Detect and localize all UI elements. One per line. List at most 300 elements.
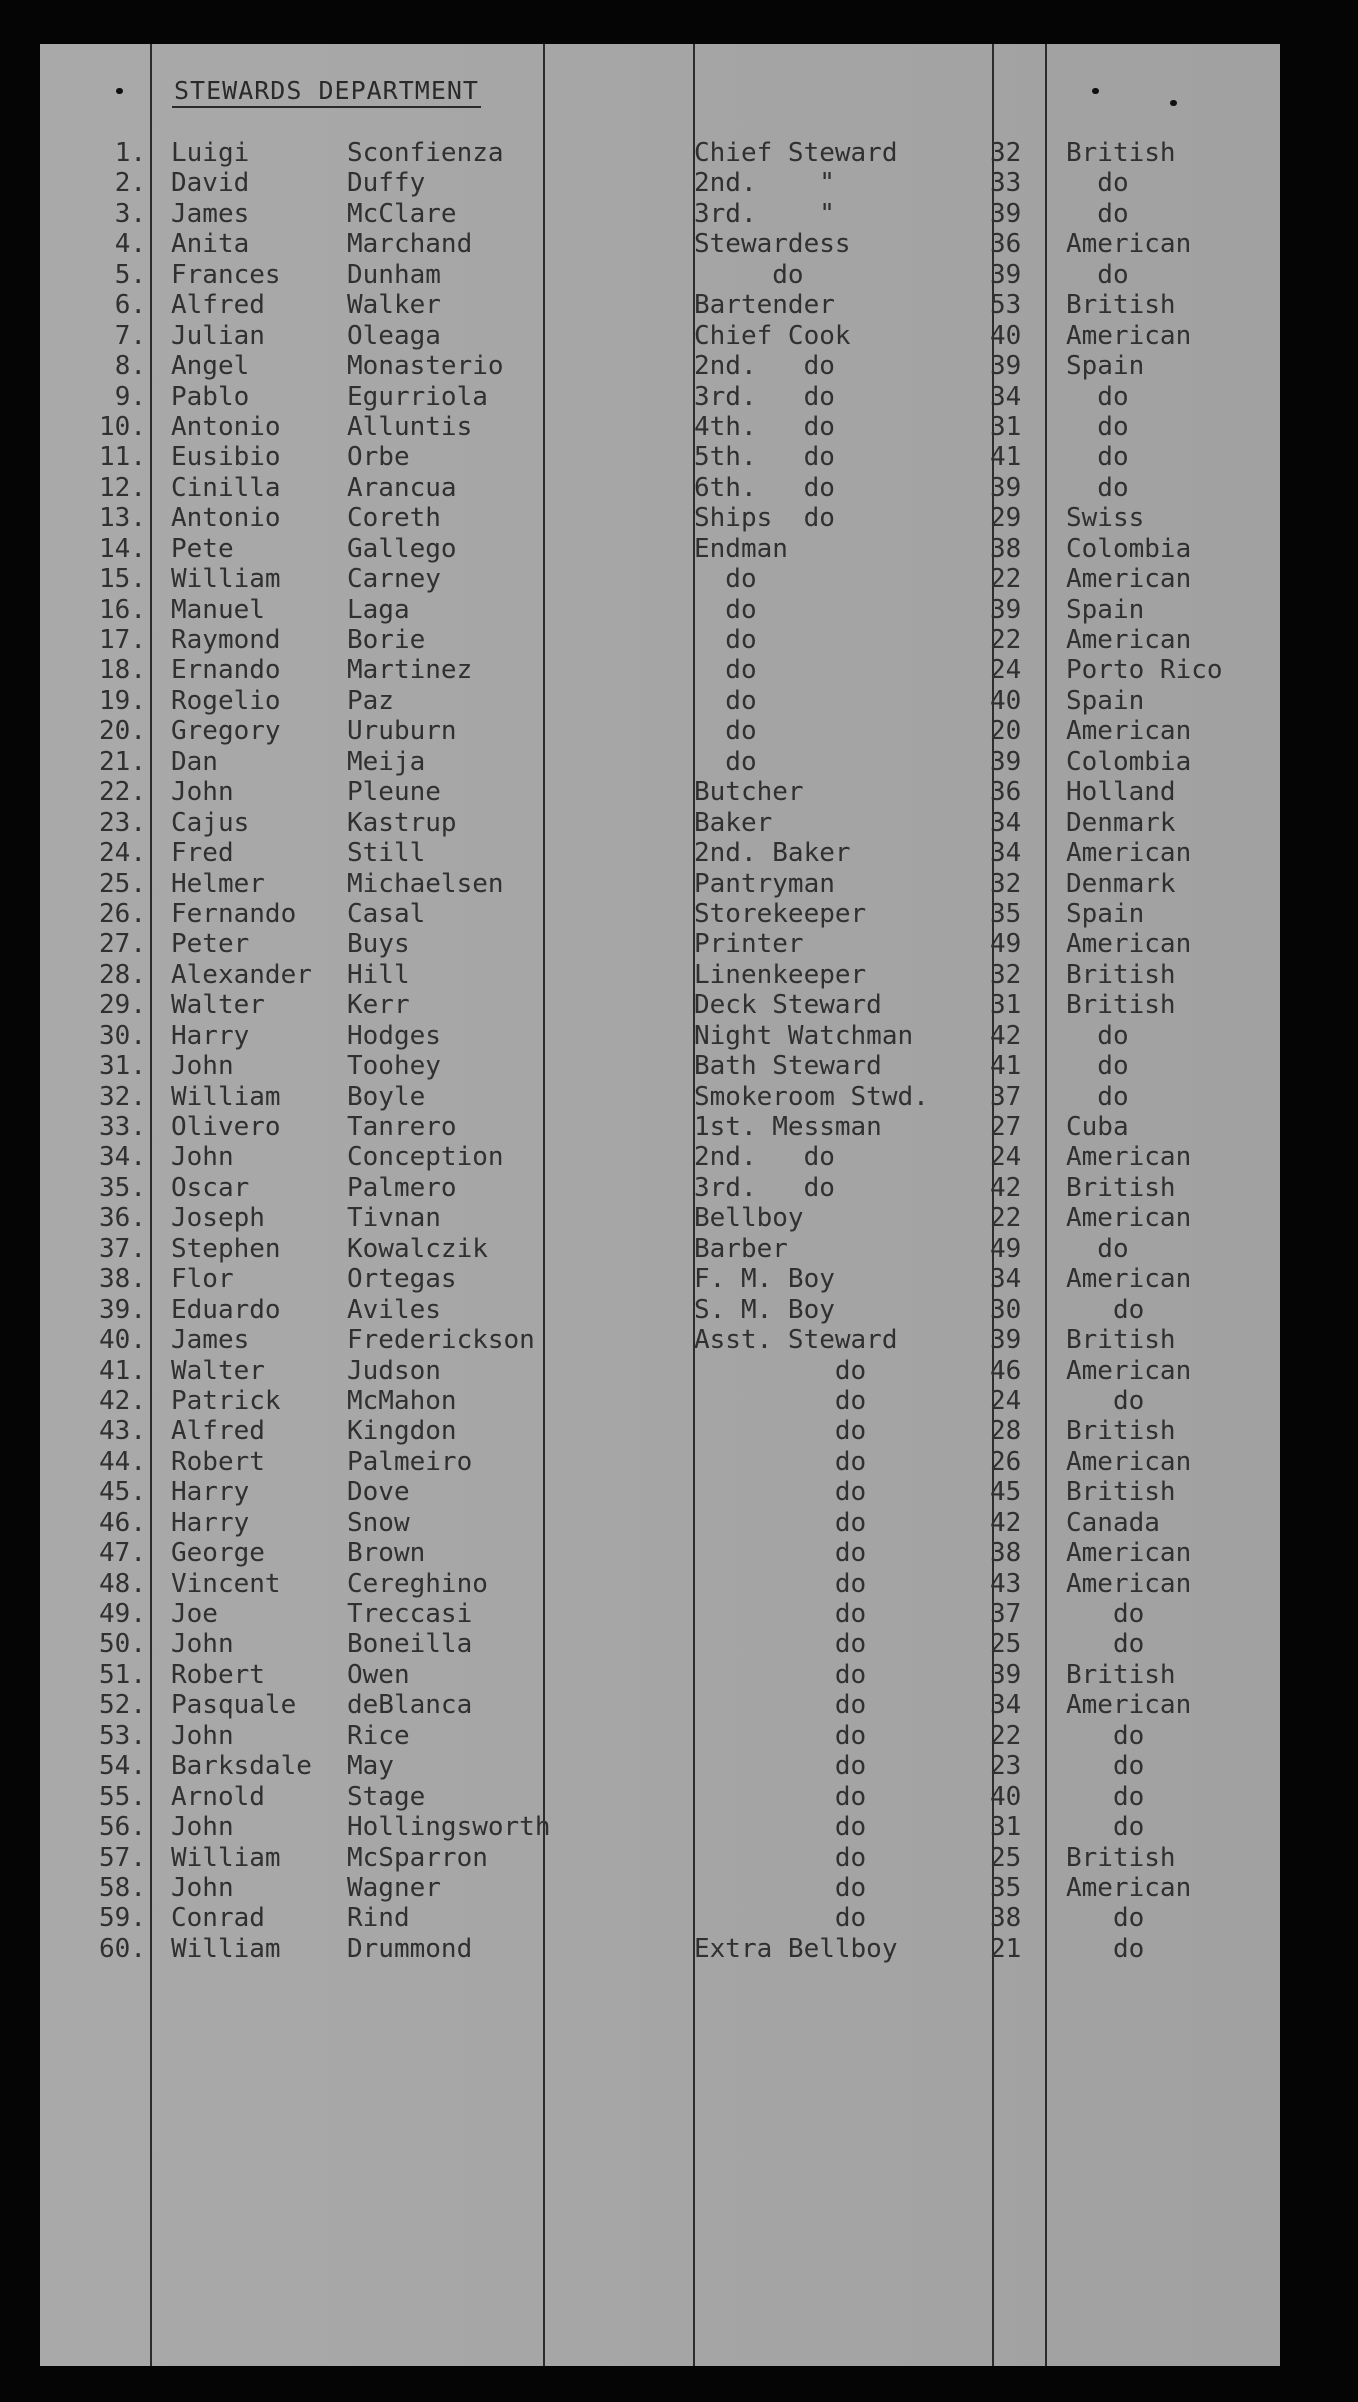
row-number: 51. [99,1659,146,1690]
last-name: Aviles [347,1294,441,1325]
first-name: Fred [171,838,234,869]
ink-mark [1092,88,1099,94]
nationality: Porto Rico [1066,655,1223,686]
first-name: Antonio [171,411,281,442]
nationality: American [1066,229,1192,260]
row-number: 34. [99,1142,146,1173]
last-name: Kingdon [347,1416,457,1447]
nationality: American [1066,1355,1192,1386]
row-number: 38. [99,1264,146,1295]
first-name: Alexander [171,959,312,990]
nationality: Cuba [1066,1112,1129,1142]
nationality: Spain [1066,351,1145,382]
crew-row [40,869,1280,899]
position: Deck Steward [694,990,882,1021]
last-name: Rice [347,1720,410,1751]
last-name: Sconfienza [347,138,504,168]
row-number: 21. [99,746,146,777]
nationality: American [1066,716,1192,747]
nationality: American [1066,1872,1192,1903]
first-name: John [171,1142,234,1173]
row-number: 20. [99,716,146,747]
age: 41 [990,442,1022,473]
nationality: do [1066,198,1129,229]
nationality: British [1066,990,1176,1021]
first-name: Walter [171,990,265,1021]
crew-row [40,1843,1280,1873]
age: 23 [990,1751,1022,1782]
last-name: Walker [347,290,441,321]
position: do [694,1385,867,1416]
last-name: Still [347,838,426,869]
row-number: 30. [99,1020,146,1051]
age: 45 [990,1477,1022,1508]
nationality: Denmark [1066,807,1176,838]
first-name: John [171,1812,234,1843]
age: 22 [990,1203,1022,1234]
position: 3rd. " [694,198,835,229]
last-name: Pleune [347,777,441,808]
last-name: Stage [347,1781,426,1812]
department-header: STEWARDS DEPARTMENT [172,76,481,108]
first-name: John [171,1872,234,1903]
age: 24 [990,655,1022,686]
last-name: Orbe [347,442,410,473]
position: do [694,655,757,686]
position: Bath Steward [694,1051,882,1082]
nationality: do [1066,1051,1129,1082]
last-name: Marchand [347,229,473,260]
crew-row [40,1721,1280,1751]
age: 32 [990,868,1022,899]
row-number: 48. [99,1568,146,1599]
age: 39 [990,746,1022,777]
row-number: 60. [99,1933,146,1964]
first-name: Raymond [171,625,281,655]
crew-row [40,686,1280,716]
first-name: Pasquale [171,1690,297,1721]
nationality: Holland [1066,777,1176,808]
last-name: Egurriola [347,381,488,412]
position: 6th. do [694,472,835,503]
crew-row [40,929,1280,959]
nationality: Spain [1066,594,1145,625]
last-name: May [347,1751,394,1782]
last-name: Drummond [347,1933,473,1964]
last-name: Tanrero [347,1112,457,1142]
age: 34 [990,1264,1022,1295]
first-name: John [171,1629,234,1660]
position: 5th. do [694,442,835,473]
last-name: Ortegas [347,1264,457,1295]
position: Butcher [694,777,804,808]
nationality: Canada [1066,1507,1160,1538]
first-name: Robert [171,1659,265,1690]
position: 2nd. do [694,351,835,382]
row-number: 8. [114,351,146,382]
age: 39 [990,1659,1022,1690]
position: Baker [694,807,773,838]
position: do [694,1477,867,1508]
age: 39 [990,472,1022,503]
position: do [694,1903,867,1934]
first-name: John [171,1720,234,1751]
age: 53 [990,290,1022,321]
last-name: Treccasi [347,1599,473,1629]
row-number: 39. [99,1294,146,1325]
nationality: British [1066,1416,1176,1447]
row-number: 1. [114,138,146,168]
first-name: William [171,1842,281,1873]
position: Extra Bellboy [694,1933,898,1964]
position: 2nd. do [694,1142,835,1173]
first-name: Harry [171,1020,250,1051]
first-name: Fernando [171,898,297,929]
first-name: Manuel [171,594,265,625]
first-name: Joseph [171,1203,265,1234]
first-name: Julian [171,320,265,351]
first-name: Flor [171,1264,234,1295]
last-name: Owen [347,1659,410,1690]
last-name: Kowalczik [347,1233,488,1264]
first-name: Cajus [171,807,250,838]
last-name: Wagner [347,1872,441,1903]
first-name: Stephen [171,1233,281,1264]
last-name: Uruburn [347,716,457,747]
last-name: McClare [347,198,457,229]
row-number: 10. [99,411,146,442]
row-number: 33. [99,1112,146,1142]
age: 31 [990,411,1022,442]
age: 34 [990,807,1022,838]
nationality: American [1066,1690,1192,1721]
first-name: Antonio [171,503,281,534]
age: 42 [990,1020,1022,1051]
nationality: American [1066,320,1192,351]
nationality: British [1066,290,1176,321]
crew-row [40,990,1280,1020]
age: 33 [990,168,1022,199]
nationality: American [1066,1538,1192,1569]
row-number: 3. [114,198,146,229]
crew-row [40,1051,1280,1081]
nationality: do [1066,1020,1129,1051]
first-name: John [171,1051,234,1082]
age: 40 [990,1781,1022,1812]
first-name: James [171,1325,250,1356]
first-name: Joe [171,1599,218,1629]
first-name: William [171,1933,281,1964]
last-name: McMahon [347,1385,457,1416]
row-number: 50. [99,1629,146,1660]
position: 2nd. " [694,168,835,199]
last-name: Tivnan [347,1203,441,1234]
position: F. M. Boy [694,1264,835,1295]
last-name: Alluntis [347,411,473,442]
crew-row [40,595,1280,625]
crew-row [40,138,1280,168]
position: do [694,1355,867,1386]
row-number: 18. [99,655,146,686]
crew-row [40,1447,1280,1477]
row-number: 37. [99,1233,146,1264]
nationality: American [1066,564,1192,595]
nationality: do [1066,1751,1145,1782]
row-number: 57. [99,1842,146,1873]
position: 3rd. do [694,1172,835,1203]
last-name: Duffy [347,168,426,199]
nationality: do [1066,1294,1145,1325]
first-name: William [171,1081,281,1112]
age: 25 [990,1842,1022,1873]
first-name: Rogelio [171,685,281,716]
position: do [694,1720,867,1751]
nationality: do [1066,259,1129,290]
first-name: John [171,777,234,808]
first-name: Pablo [171,381,250,412]
first-name: Peter [171,929,250,960]
nationality: American [1066,1264,1192,1295]
last-name: McSparron [347,1842,488,1873]
row-number: 15. [99,564,146,595]
row-number: 27. [99,929,146,960]
first-name: Eduardo [171,1294,281,1325]
row-number: 28. [99,959,146,990]
row-number: 13. [99,503,146,534]
age: 37 [990,1081,1022,1112]
first-name: Cinilla [171,472,281,503]
row-number: 19. [99,685,146,716]
nationality: do [1066,168,1129,199]
age: 21 [990,1933,1022,1964]
ink-mark [116,88,123,94]
nationality: do [1066,1903,1145,1934]
last-name: Casal [347,898,426,929]
row-number: 43. [99,1416,146,1447]
crew-row [40,716,1280,746]
crew-row [40,168,1280,198]
last-name: Oleaga [347,320,441,351]
position: do [694,746,757,777]
nationality: do [1066,472,1129,503]
age: 49 [990,1233,1022,1264]
first-name: Luigi [171,138,250,168]
first-name: Harry [171,1477,250,1508]
row-number: 36. [99,1203,146,1234]
crew-row [40,838,1280,868]
last-name: Palmeiro [347,1446,473,1477]
first-name: Helmer [171,868,265,899]
last-name: Dove [347,1477,410,1508]
age: 34 [990,1690,1022,1721]
age: 35 [990,1872,1022,1903]
nationality: do [1066,1720,1145,1751]
row-number: 54. [99,1751,146,1782]
position: Night Watchman [694,1020,914,1051]
row-number: 35. [99,1172,146,1203]
nationality: American [1066,1446,1192,1477]
nationality: do [1066,1812,1145,1843]
crew-row [40,1569,1280,1599]
age: 35 [990,898,1022,929]
crew-row [40,1599,1280,1629]
last-name: Hollingsworth [347,1812,551,1843]
row-number: 45. [99,1477,146,1508]
position: S. M. Boy [694,1294,835,1325]
position: do [694,716,757,747]
nationality: do [1066,1081,1129,1112]
row-number: 59. [99,1903,146,1934]
position: 4th. do [694,411,835,442]
age: 22 [990,1720,1022,1751]
crew-row [40,1021,1280,1051]
first-name: Harry [171,1507,250,1538]
nationality: Spain [1066,685,1145,716]
row-number: 32. [99,1081,146,1112]
crew-row [40,260,1280,290]
nationality: do [1066,1385,1145,1416]
first-name: William [171,564,281,595]
age: 22 [990,625,1022,655]
crew-row [40,199,1280,229]
row-number: 11. [99,442,146,473]
row-number: 52. [99,1690,146,1721]
nationality: do [1066,1233,1129,1264]
age: 37 [990,1599,1022,1629]
position: Bellboy [694,1203,804,1234]
age: 41 [990,1051,1022,1082]
row-number: 40. [99,1325,146,1356]
row-number: 29. [99,990,146,1021]
last-name: Paz [347,685,394,716]
last-name: Michaelsen [347,868,504,899]
row-number: 5. [114,259,146,290]
age: 28 [990,1416,1022,1447]
last-name: Boneilla [347,1629,473,1660]
age: 42 [990,1507,1022,1538]
last-name: Kerr [347,990,410,1021]
crew-list [40,138,1280,1964]
last-name: Borie [347,625,426,655]
age: 38 [990,1538,1022,1569]
crew-row [40,1629,1280,1659]
first-name: Pete [171,533,234,564]
position: do [694,1812,867,1843]
position: do [694,1416,867,1447]
crew-row [40,412,1280,442]
first-name: David [171,168,250,199]
last-name: Conception [347,1142,504,1173]
last-name: Meija [347,746,426,777]
position: do [694,1568,867,1599]
first-name: Ernando [171,655,281,686]
position: Barber [694,1233,788,1264]
nationality: Denmark [1066,868,1176,899]
age: 39 [990,259,1022,290]
row-number: 56. [99,1812,146,1843]
nationality: American [1066,625,1192,655]
last-name: Martinez [347,655,473,686]
last-name: Monasterio [347,351,504,382]
crew-row [40,808,1280,838]
age: 36 [990,777,1022,808]
position: Bartender [694,290,835,321]
crew-row [40,1934,1280,1964]
last-name: Judson [347,1355,441,1386]
age: 38 [990,1903,1022,1934]
last-name: Frederickson [347,1325,535,1356]
crew-row [40,1782,1280,1812]
first-name: Barksdale [171,1751,312,1782]
position: do [694,1690,867,1721]
row-number: 46. [99,1507,146,1538]
age: 29 [990,503,1022,534]
crew-row [40,290,1280,320]
age: 49 [990,929,1022,960]
nationality: do [1066,1781,1145,1812]
age: 31 [990,990,1022,1021]
crew-row [40,1416,1280,1446]
age: 24 [990,1385,1022,1416]
crew-row [40,1660,1280,1690]
nationality: American [1066,1142,1192,1173]
position: do [694,1781,867,1812]
first-name: Walter [171,1355,265,1386]
nationality: Spain [1066,898,1145,929]
age: 34 [990,381,1022,412]
crew-row [40,777,1280,807]
crew-row [40,1508,1280,1538]
nationality: do [1066,442,1129,473]
row-number: 31. [99,1051,146,1082]
last-name: Hill [347,959,410,990]
crew-row [40,960,1280,990]
last-name: Snow [347,1507,410,1538]
last-name: Rind [347,1903,410,1934]
position: do [694,594,757,625]
age: 25 [990,1629,1022,1660]
position: Pantryman [694,868,835,899]
position: Printer [694,929,804,960]
position: Storekeeper [694,898,867,929]
age: 40 [990,685,1022,716]
crew-row [40,1295,1280,1325]
first-name: Alfred [171,290,265,321]
first-name: Alfred [171,1416,265,1447]
position: do [694,625,757,655]
position: Endman [694,533,788,564]
age: 31 [990,1812,1022,1843]
nationality: British [1066,959,1176,990]
row-number: 24. [99,838,146,869]
nationality: do [1066,381,1129,412]
crew-row [40,1690,1280,1720]
row-number: 12. [99,472,146,503]
age: 39 [990,1325,1022,1356]
position: Ships do [694,503,835,534]
nationality: British [1066,138,1176,168]
first-name: George [171,1538,265,1569]
age: 42 [990,1172,1022,1203]
nationality: American [1066,838,1192,869]
first-name: Gregory [171,716,281,747]
row-number: 53. [99,1720,146,1751]
last-name: Arancua [347,472,457,503]
nationality: British [1066,1842,1176,1873]
first-name: Oscar [171,1172,250,1203]
crew-row [40,534,1280,564]
position: Chief Cook [694,320,851,351]
